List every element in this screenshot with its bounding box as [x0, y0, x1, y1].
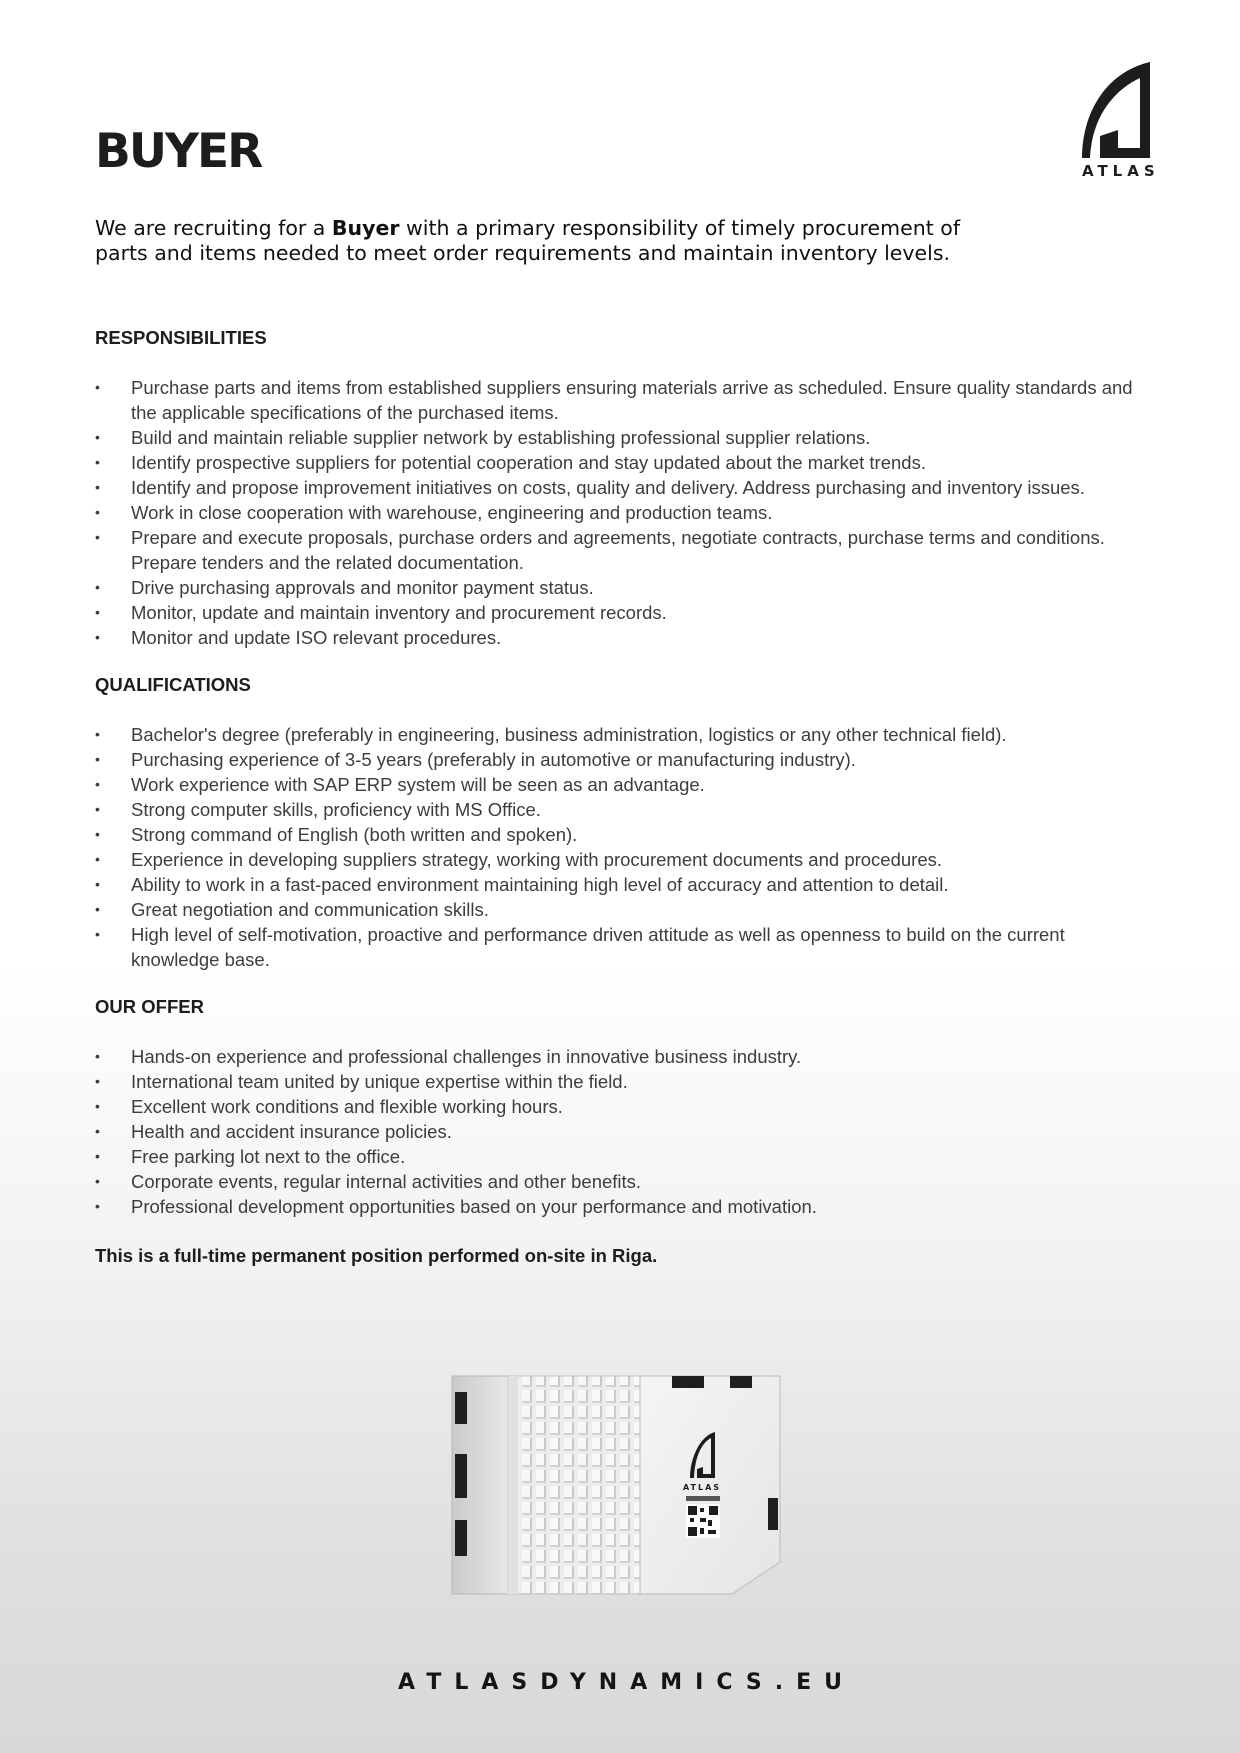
- offer-list: [95, 1044, 1155, 1219]
- atlas-sail-logo-icon: [1078, 58, 1156, 162]
- list-item: • Strong computer skills, proficiency with MS Office.: [95, 797, 1155, 822]
- responsibilities-list: [95, 375, 1155, 650]
- list-item: • Purchasing experience of 3-5 years (preferably in automotive or manufacturing industry).: [95, 747, 1155, 772]
- page-title: BUYER: [95, 124, 262, 179]
- list-item: • Build and maintain reliable supplier network by establishing professional supplier relations.: [95, 425, 1155, 450]
- list-item: • Bachelor's degree (preferably in engineering, business administration, logistics or any other technical field).: [95, 722, 1155, 747]
- logo-wordmark: ATLAS: [1082, 162, 1160, 180]
- list-item: • High level of self-motivation, proactive and performance driven attitude as well as openness to build on the current knowledge base.: [95, 922, 1155, 972]
- footer-website: ATLASDYNAMICS.EU: [398, 1670, 855, 1695]
- list-item: • Hands-on experience and professional challenges in innovative business industry.: [95, 1044, 1155, 1069]
- list-item: • Drive purchasing approvals and monitor payment status.: [95, 575, 1155, 600]
- list-item: • Strong command of English (both written and spoken).: [95, 822, 1155, 847]
- list-item: • Professional development opportunities based on your performance and motivation.: [95, 1194, 1155, 1219]
- list-item: • Free parking lot next to the office.: [95, 1144, 1155, 1169]
- qualifications-list: [95, 722, 1155, 972]
- list-item: • Identify and propose improvement initiatives on costs, quality and delivery. Address purchasing and inventory issues.: [95, 475, 1155, 500]
- list-item: • Corporate events, regular internal activities and other benefits.: [95, 1169, 1155, 1194]
- list-item: • Health and accident insurance policies.: [95, 1119, 1155, 1144]
- qualifications-heading: QUALIFICATIONS: [95, 674, 251, 695]
- list-item: • Identify prospective suppliers for potential cooperation and stay updated about the market trends.: [95, 450, 1155, 475]
- list-item: • Ability to work in a fast-paced environment maintaining high level of accuracy and attention to detail.: [95, 872, 1155, 897]
- list-item: • Monitor, update and maintain inventory and procurement records.: [95, 600, 1155, 625]
- list-item: • International team united by unique expertise within the field.: [95, 1069, 1155, 1094]
- list-item: • Experience in developing suppliers strategy, working with procurement documents and procedures.: [95, 847, 1155, 872]
- intro-text-before: We are recruiting for a: [95, 216, 332, 240]
- product-label: ATLAS: [682, 1483, 722, 1492]
- list-item: • Work experience with SAP ERP system will be seen as an advantage.: [95, 772, 1155, 797]
- list-item: • Purchase parts and items from established suppliers ensuring materials arrive as scheduled. Ensure quality standards and the applicable specifications of the purchased items.: [95, 375, 1155, 425]
- list-item: • Excellent work conditions and flexible working hours.: [95, 1094, 1155, 1119]
- product-device-image: [450, 1372, 782, 1596]
- list-item: • Great negotiation and communication skills.: [95, 897, 1155, 922]
- intro-text-bold: Buyer: [331, 216, 400, 240]
- intro-text-after: with a primary responsibility of timely procurement of parts and items needed to meet order requirements and maintain inventory levels.: [95, 216, 961, 265]
- job-content: [95, 327, 1155, 1268]
- responsibilities-heading: RESPONSIBILITIES: [95, 327, 267, 348]
- list-item: • Monitor and update ISO relevant procedures.: [95, 625, 1155, 650]
- list-item: • Work in close cooperation with warehouse, engineering and production teams.: [95, 500, 1155, 525]
- list-item: • Prepare and execute proposals, purchase orders and agreements, negotiate contracts, purchase terms and conditions. Prepare tenders and the related documentation.: [95, 525, 1155, 575]
- position-statement: This is a full-time permanent position performed on-site in Riga.: [95, 1245, 658, 1266]
- atlas-logo: [1078, 58, 1160, 182]
- offer-heading: OUR OFFER: [95, 996, 204, 1017]
- intro-paragraph: [95, 216, 995, 266]
